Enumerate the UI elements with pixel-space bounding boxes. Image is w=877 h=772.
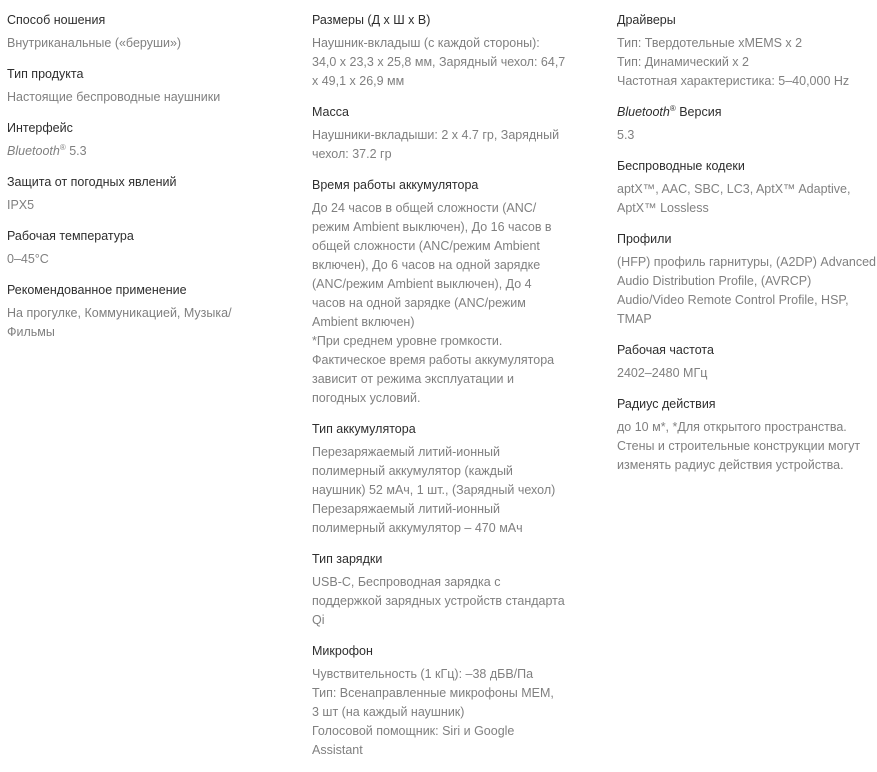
bluetooth-brand: Bluetooth (617, 105, 670, 119)
spec-label-rest: Версия (679, 105, 722, 119)
spec-value-line: полимерный аккумулятор (каждый (312, 464, 513, 478)
spec-value-line: Тип: Динамический x 2 (617, 55, 749, 69)
spec-value-line: Фактическое время работы аккумулятора (312, 353, 555, 367)
spec-label: Радиус действия (617, 397, 716, 411)
spec-value (617, 253, 876, 329)
spec-value-line: На прогулке, Коммуникацией, Музыка/ (7, 306, 232, 320)
spec-value-line: Наушник-вкладыш (с каждой стороны): (312, 36, 540, 50)
spec-value-line: Ambient включен) (312, 315, 415, 329)
spec-value-line: Частотная характеристика: 5–40,000 Hz (617, 74, 850, 88)
spec-label: Интерфейс (7, 121, 73, 135)
spec-dimensions (312, 11, 587, 91)
spec-value-line: погодных условий. (312, 391, 421, 405)
spec-label: Рекомендованное применение (7, 283, 187, 297)
spec-column-3 (617, 11, 876, 487)
spec-weight (312, 103, 587, 164)
spec-value (312, 34, 587, 91)
spec-wear-style (7, 11, 297, 53)
spec-value-line: Наушники-вкладыши: 2 x 4.7 гр, Зарядный (312, 128, 560, 142)
spec-label: Масса (312, 105, 349, 119)
spec-operating-temperature (7, 227, 297, 269)
spec-label: Профили (617, 232, 672, 246)
spec-value-line: полимерный аккумулятор – 470 мАч (312, 521, 523, 535)
spec-label: Беспроводные кодеки (617, 159, 745, 173)
spec-label: Размеры (Д x Ш x В) (312, 13, 431, 27)
spec-label: Драйверы (617, 13, 676, 27)
spec-label: Рабочая частота (617, 343, 714, 357)
spec-value-line: До 24 часов в общей сложности (ANC/ (312, 201, 537, 215)
spec-label: Тип зарядки (312, 552, 383, 566)
spec-value-line: включен), До 6 часов на одной зарядке (312, 258, 541, 272)
spec-value-line: (HFP) профиль гарнитуры, (A2DP) Advanced (617, 255, 876, 269)
spec-value-line: чехол: 37.2 гр (312, 147, 392, 161)
spec-value-line: 3 шт (на каждый наушник) (312, 705, 465, 719)
spec-value-line: изменять радиус действия устройства. (617, 458, 844, 472)
spec-value-line: *При среднем уровне громкости. (312, 334, 503, 348)
spec-value (312, 443, 587, 538)
spec-label (617, 103, 872, 122)
spec-label: Рабочая температура (7, 229, 134, 243)
spec-column-2 (312, 11, 587, 772)
spec-range (617, 395, 872, 475)
spec-value: 2402–2480 МГц (617, 366, 708, 380)
spec-value-line: Голосовой помощник: Siri и Google (312, 724, 515, 738)
spec-value-line: Audio/Video Remote Control Profile, HSP, (617, 293, 849, 307)
spec-value (617, 34, 872, 91)
registered-mark: ® (59, 142, 66, 152)
spec-value-line: x 49,1 x 26,9 мм (312, 74, 405, 88)
spec-value-line: наушник) 52 мАч, 1 шт., (Зарядный чехол) (312, 483, 556, 497)
spec-value-line: Стены и строительные конструкции могут (617, 439, 861, 453)
spec-column-1 (7, 11, 297, 354)
spec-microphone (312, 642, 587, 760)
registered-mark: ® (669, 103, 676, 113)
spec-label: Тип продукта (7, 67, 84, 81)
spec-value-line: Assistant (312, 743, 363, 757)
spec-value-line: Чувствительность (1 кГц): –38 дБВ/Па (312, 667, 534, 681)
spec-value-line: Фильмы (7, 325, 55, 339)
spec-value-line: часов на одной зарядке (ANC/режим (312, 296, 526, 310)
spec-value: 0–45°C (7, 252, 49, 266)
spec-value-line: Перезаряжаемый литий-ионный (312, 445, 500, 459)
spec-value-line: 34,0 x 23,3 x 25,8 мм, Зарядный чехол: 64,7 (312, 55, 566, 69)
spec-value-line: Qi (312, 613, 325, 627)
spec-value: 5.3 (617, 128, 635, 142)
spec-profiles (617, 230, 876, 329)
spec-value: Внутриканальные («беруши») (7, 36, 182, 50)
spec-value (617, 180, 872, 218)
spec-drivers (617, 11, 872, 91)
spec-label: Тип аккумулятора (312, 422, 416, 436)
spec-battery-type (312, 420, 587, 538)
spec-value: Настоящие беспроводные наушники (7, 90, 221, 104)
spec-value-line: до 10 м*, *Для открытого пространства. (617, 420, 847, 434)
spec-value-line: (ANC/режим Ambient выключен), До 4 (312, 277, 532, 291)
spec-value-line: USB-C, Беспроводная зарядка с (312, 575, 501, 589)
spec-value-line: поддержкой зарядных устройств стандарта (312, 594, 565, 608)
spec-value (312, 665, 587, 760)
spec-weather-protection (7, 173, 297, 215)
spec-interface (7, 119, 297, 161)
spec-value (7, 142, 297, 161)
spec-bluetooth-version (617, 103, 872, 145)
spec-label: Время работы аккумулятора (312, 178, 479, 192)
spec-value-line: aptX™, AAC, SBC, LC3, AptX™ Adaptive, (617, 182, 851, 196)
spec-label: Способ ношения (7, 13, 106, 27)
spec-label: Защита от погодных явлений (7, 175, 177, 189)
spec-value-line: Перезаряжаемый литий-ионный (312, 502, 500, 516)
spec-product-type (7, 65, 297, 107)
spec-value-line: режим Ambient выключен), До 16 часов в (312, 220, 552, 234)
spec-recommended-use (7, 281, 297, 342)
spec-value (312, 126, 587, 164)
spec-value (7, 304, 297, 342)
spec-value-line: AptX™ Lossless (617, 201, 709, 215)
spec-battery-life (312, 176, 587, 408)
bluetooth-version: 5.3 (69, 144, 87, 158)
spec-value-line: Тип: Всенаправленные микрофоны MEM, (312, 686, 554, 700)
spec-value (312, 199, 587, 408)
spec-value-line: общей сложности (ANC/режим Ambient (312, 239, 540, 253)
spec-operating-frequency (617, 341, 872, 383)
spec-value-line: TMAP (617, 312, 652, 326)
spec-value-line: зависит от режима эксплуатации и (312, 372, 514, 386)
spec-charging-type (312, 550, 587, 630)
spec-label: Микрофон (312, 644, 373, 658)
spec-value: IPX5 (7, 198, 35, 212)
bluetooth-brand: Bluetooth (7, 144, 60, 158)
spec-wireless-codecs (617, 157, 872, 218)
spec-value (617, 418, 872, 475)
spec-value-line: Audio Distribution Profile, (AVRCP) (617, 274, 812, 288)
spec-value (312, 573, 587, 630)
spec-value-line: Тип: Твердотельные xMEMS x 2 (617, 36, 803, 50)
